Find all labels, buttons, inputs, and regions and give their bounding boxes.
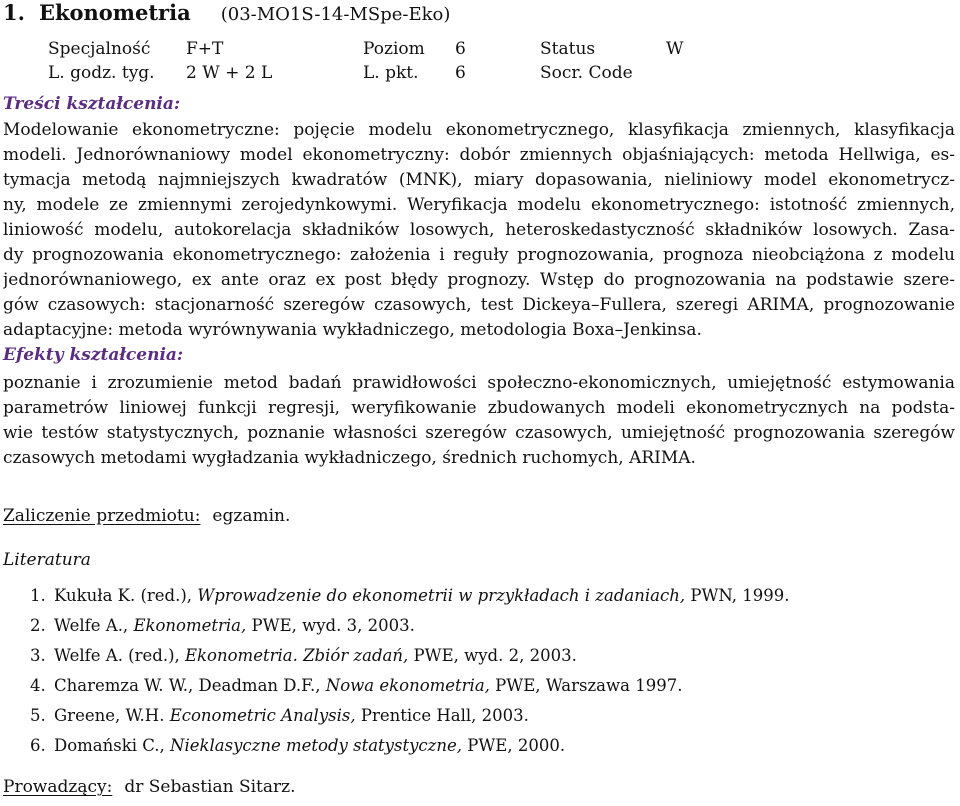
text-line: dy prognozowania ekonometrycznego: założenia i reguły prognozowania, prognoza nieobciążona z modelu [3, 245, 955, 265]
meta-value-hours: 2 W + 2 L [186, 63, 273, 83]
zaliczenie-label: Zaliczenie przedmiotu: [3, 506, 201, 526]
meta-value-points: 6 [455, 63, 466, 83]
prowadzacy-value: dr Sebastian Sitarz. [124, 777, 296, 797]
prowadzacy-row [3, 777, 295, 797]
zaliczenie-row [3, 506, 290, 526]
tresci-heading: Treści kształcenia: [3, 94, 181, 114]
ref-authors: Welfe A., [54, 616, 134, 635]
literatura-list [30, 585, 790, 765]
ref-publisher: PWN, 1999. [685, 586, 790, 605]
text-line: adaptacyjne: metoda wyrównywania wykładniczego, metodologia Boxa–Jenkinsa. [3, 320, 702, 340]
ref-number: 3. [30, 646, 46, 665]
meta-label-specjalnosc: Specjalność [48, 39, 151, 59]
text-line: modeli. Jednorównaniowy model ekonometryczny: dobór zmiennych objaśniających: metoda Hellwiga, es- [3, 145, 955, 165]
ref-number: 2. [30, 616, 46, 635]
course-number: 1. [3, 0, 25, 25]
meta-row [48, 61, 748, 85]
efekty-paragraph [3, 371, 955, 471]
course-meta-table [48, 37, 748, 85]
list-item [30, 585, 790, 615]
ref-publisher: PWE, wyd. 3, 2003. [246, 616, 415, 635]
meta-label-poziom: Poziom [363, 39, 425, 59]
ref-title: Nieklasyczne metody statystyczne, [170, 736, 462, 755]
list-item [30, 615, 790, 645]
text-line: wie testów statystycznych, poznanie własności szeregów czasowych, umiejętność prognozowania szeregów [3, 423, 955, 443]
text-line: liniowość modelu, autokorelacja składników losowych, heteroskedastyczność składników losowych. Zasa- [3, 220, 955, 240]
ref-publisher: PWE, wyd. 2, 2003. [408, 646, 577, 665]
prowadzacy-label: Prowadzący: [3, 777, 113, 797]
meta-value-poziom: 6 [455, 39, 466, 59]
text-line: tymacja metodą najmniejszych kwadratów (MNK), miary dopasowania, nieliniowy model ekonometrycz- [3, 170, 955, 190]
ref-authors: Charemza W. W., Deadman D.F., [54, 676, 326, 695]
ref-title: Ekonometria. Zbiór zadań, [185, 646, 409, 665]
course-code: (03-MO1S-14-MSpe-Eko) [220, 4, 451, 25]
ref-number: 5. [30, 706, 46, 725]
ref-title: Wprowadzenie do ekonometrii w przykładach i zadaniach, [197, 586, 686, 605]
text-line: gów czasowych: stacjonarność szeregów czasowych, test Dickeya–Fullera, szeregi ARIMA, prognozowanie [3, 295, 955, 315]
meta-label-socr-code: Socr. Code [540, 63, 633, 83]
literatura-title: Literatura [3, 550, 91, 570]
meta-label-status: Status [540, 39, 596, 59]
ref-authors: Greene, W.H. [54, 706, 170, 725]
ref-number: 4. [30, 676, 46, 695]
text-line: jednorównaniowego, ex ante oraz ex post błędy prognozy. Wstęp do prognozowania na podstawie szere- [3, 270, 955, 290]
meta-label-hours: L. godz. tyg. [48, 63, 155, 83]
ref-number: 1. [30, 586, 46, 605]
ref-publisher: PWE, 2000. [461, 736, 566, 755]
text-line: ny, modele ze zmiennymi zerojedynkowymi. Weryfikacja modelu ekonometrycznego: istotność zmiennych, [3, 195, 955, 215]
list-item [30, 735, 790, 765]
ref-title: Nowa ekonometria, [325, 676, 490, 695]
ref-authors: Welfe A. (red.), [54, 646, 186, 665]
tresci-paragraph [3, 118, 955, 343]
list-item [30, 675, 790, 705]
text-line: poznanie i zrozumienie metod badań prawidłowości społeczno-ekonomicznych, umiejętność estymowania [3, 373, 955, 393]
ref-authors: Domański C., [54, 736, 171, 755]
meta-row [48, 37, 748, 61]
meta-value-status: W [666, 39, 684, 59]
ref-title: Ekonometria, [133, 616, 247, 635]
text-line: parametrów liniowej funkcji regresji, weryfikowanie zbudowanych modeli ekonometrycznych na podsta- [3, 398, 955, 418]
list-item [30, 705, 790, 735]
ref-publisher: PWE, Warszawa 1997. [489, 676, 683, 695]
ref-publisher: Prentice Hall, 2003. [355, 706, 529, 725]
course-title [3, 0, 450, 28]
meta-value-specjalnosc: F+T [186, 39, 224, 59]
list-item [30, 645, 790, 675]
efekty-heading: Efekty kształcenia: [3, 345, 184, 365]
text-line: Modelowanie ekonometryczne: pojęcie modelu ekonometrycznego, klasyfikacja zmiennych, klasyfikacja [3, 120, 955, 140]
ref-title: Econometric Analysis, [169, 706, 356, 725]
ref-authors: Kukuła K. (red.), [54, 586, 198, 605]
meta-label-points: L. pkt. [363, 63, 419, 83]
ref-number: 6. [30, 736, 46, 755]
zaliczenie-value: egzamin. [212, 506, 291, 526]
course-name: Ekonometria [38, 0, 191, 25]
text-line: czasowych metodami wygładzania wykładniczego, średnich ruchomych, ARIMA. [3, 448, 696, 468]
